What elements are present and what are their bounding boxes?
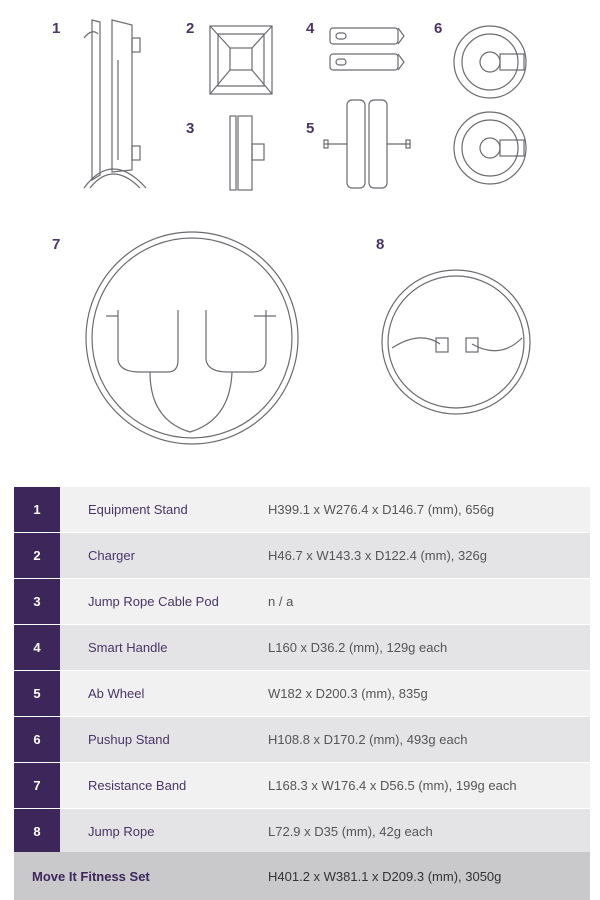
table-row [14,763,590,809]
illustration-number: 8 [376,236,385,253]
ab-wheel-icon [324,100,410,188]
product-spec: H46.7 x W143.3 x D122.4 (mm), 326g [268,548,487,563]
illustration-number: 7 [52,236,61,253]
row-index: 5 [14,671,60,716]
product-spec: n / a [268,594,294,609]
table-row [14,579,590,625]
table-row [14,487,590,533]
table-row [14,809,590,855]
illustration-number: 5 [306,120,315,137]
product-name: Smart Handle [88,640,168,655]
table-row [14,533,590,579]
product-name: Jump Rope [88,824,155,839]
row-index: 3 [14,579,60,624]
product-spec: L168.3 x W176.4 x D56.5 (mm), 199g each [268,778,517,793]
illustration-number: 6 [434,20,443,37]
row-index: 2 [14,533,60,578]
product-name: Jump Rope Cable Pod [88,594,219,609]
product-spec: H108.8 x D170.2 (mm), 493g each [268,732,468,747]
product-spec: L160 x D36.2 (mm), 129g each [268,640,448,655]
total-row [14,852,590,900]
product-name: Ab Wheel [88,686,145,701]
row-index: 4 [14,625,60,670]
row-index: 1 [14,487,60,532]
jump-rope-icon [382,270,530,414]
illustration-number: 1 [52,20,61,37]
pushup-stand-icon [454,26,526,184]
resistance-band-icon [86,232,298,444]
product-spec: H399.1 x W276.4 x D146.7 (mm), 656g [268,502,495,517]
illustration-number: 3 [186,120,195,137]
jump-rope-cable-pod-icon [230,116,264,190]
table-row [14,717,590,763]
product-name: Pushup Stand [88,732,170,747]
product-name: Equipment Stand [88,502,188,517]
product-name: Resistance Band [88,778,187,793]
smart-handle-icon [330,28,404,70]
product-spec: W182 x D200.3 (mm), 835g [268,686,428,701]
equipment-stand-icon [84,20,146,188]
illustration-number: 4 [306,20,315,37]
product-name: Charger [88,548,135,563]
total-name: Move It Fitness Set [32,868,150,884]
row-index: 7 [14,763,60,808]
spec-table [14,487,590,855]
row-index: 8 [14,809,60,854]
table-row [14,671,590,717]
product-spec: L72.9 x D35 (mm), 42g each [268,824,433,839]
total-spec: H401.2 x W381.1 x D209.3 (mm), 3050g [268,868,502,884]
row-index: 6 [14,717,60,762]
table-row [14,625,590,671]
illustration-number: 2 [186,20,195,37]
charger-icon [210,26,272,94]
